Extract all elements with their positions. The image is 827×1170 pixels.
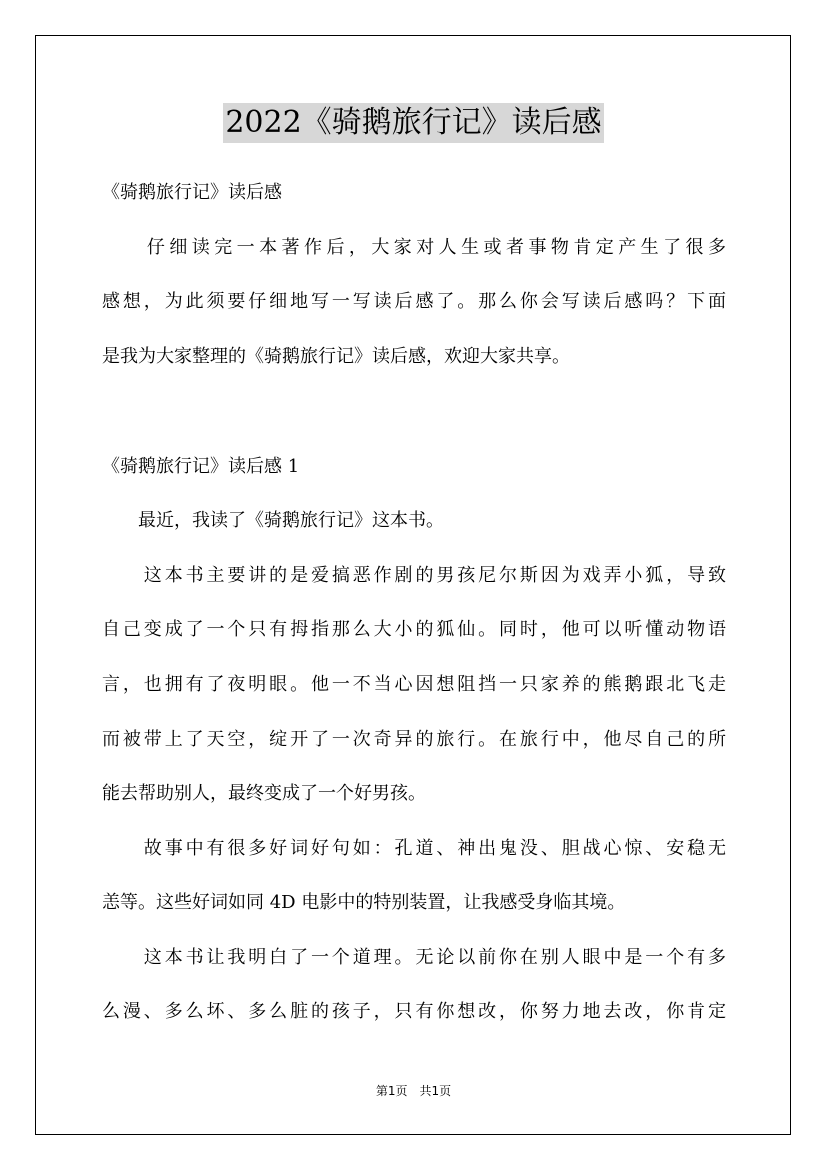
body-line: 故事中有很多好词好句如：孔道、神出鬼没、胆战心惊、安稳无 bbox=[102, 838, 726, 859]
document-title: 2022《骑鹅旅行记》读后感 bbox=[223, 103, 603, 143]
body-line: 最近，我读了《骑鹅旅行记》这本书。 bbox=[102, 510, 444, 531]
title-container bbox=[0, 103, 827, 143]
body-line: 这本书主要讲的是爱搞恶作剧的男孩尼尔斯因为戏弄小狐，导致 bbox=[102, 565, 726, 586]
section-heading: 《骑鹅旅行记》读后感 1 bbox=[102, 456, 300, 477]
body-line: 恙等。这些好词如同 4D 电影中的特别装置，让我感受身临其境。 bbox=[102, 892, 626, 913]
intro-line: 感想，为此须要仔细地写一写读后感了。那么你会写读后感吗？下面 bbox=[102, 291, 726, 312]
page-number: 第1页 共1页 bbox=[375, 1084, 452, 1098]
body-line: 言，也拥有了夜明眼。他一不当心因想阻挡一只家养的熊鹅跟北飞走 bbox=[102, 674, 726, 695]
body-line: 自己变成了一个只有拇指那么大小的狐仙。同时，他可以听懂动物语 bbox=[102, 619, 726, 640]
intro-line: 仔细读完一本著作后，大家对人生或者事物肯定产生了很多 bbox=[102, 237, 726, 258]
body-line: 而被带上了天空，绽开了一次奇异的旅行。在旅行中，他尽自己的所 bbox=[102, 729, 726, 750]
body-line: 么漫、多么坏、多么脏的孩子，只有你想改，你努力地去改，你肯定 bbox=[102, 1001, 726, 1022]
body-line: 能去帮助别人，最终变成了一个好男孩。 bbox=[102, 783, 426, 804]
body-line: 这本书让我明白了一个道理。无论以前你在别人眼中是一个有多 bbox=[102, 947, 726, 968]
document-subtitle: 《骑鹅旅行记》读后感 bbox=[102, 182, 282, 203]
intro-line: 是我为大家整理的《骑鹅旅行记》读后感，欢迎大家共享。 bbox=[102, 346, 570, 367]
